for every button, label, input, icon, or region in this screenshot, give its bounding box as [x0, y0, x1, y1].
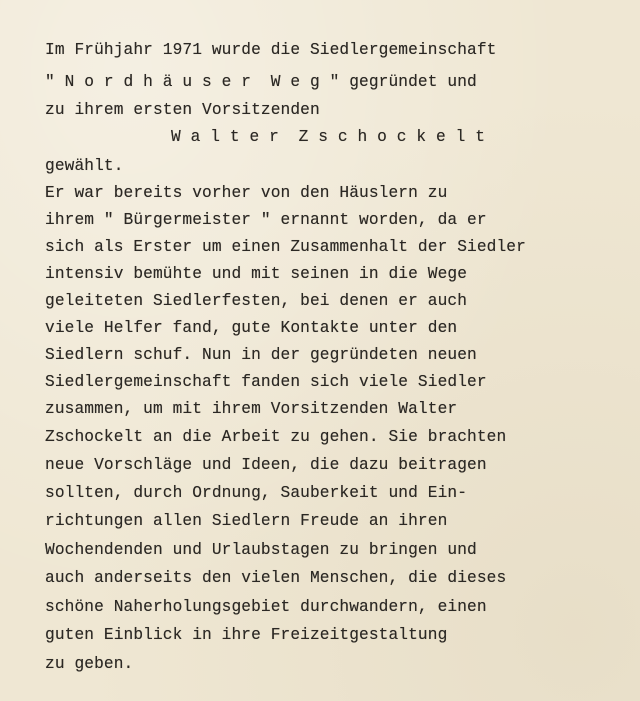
text-line: neue Vorschläge und Ideen, die dazu beitragen [45, 456, 487, 474]
text-line: geleiteten Siedlerfesten, bei denen er auch [45, 292, 468, 310]
text-line: intensiv bemühte und mit seinen in die Wege [45, 265, 468, 283]
text-line: sollten, durch Ordnung, Sauberkeit und Ein- [45, 484, 468, 502]
text-line: Er war bereits vorher von den Häuslern zu [45, 184, 448, 202]
text-line: richtungen allen Siedlern Freude an ihren [45, 512, 448, 530]
text-line: Zschockelt an die Arbeit zu gehen. Sie brachten [45, 428, 507, 446]
text-line: zusammen, um mit ihrem Vorsitzenden Walter [45, 400, 458, 418]
text-line: " N o r d h ä u s e r W e g " gegründet und [45, 73, 477, 91]
text-line: zu ihrem ersten Vorsitzenden [45, 101, 320, 119]
text-line: Siedlern schuf. Nun in der gegründeten neuen [45, 346, 477, 364]
text-line: Siedlergemeinschaft fanden sich viele Siedler [45, 373, 487, 391]
name-line: W a l t e r Z s c h o c k e l t [171, 128, 486, 146]
text-line: Im Frühjahr 1971 wurde die Siedlergemeinschaft [45, 41, 497, 59]
text-line: sich als Erster um einen Zusammenhalt der Siedler [45, 238, 526, 256]
text-line: guten Einblick in ihre Freizeitgestaltung [45, 626, 448, 644]
text-line: zu geben. [45, 655, 134, 673]
text-line: schöne Naherholungsgebiet durchwandern, einen [45, 598, 487, 616]
text-line: auch anderseits den vielen Menschen, die dieses [45, 569, 507, 587]
text-line: ihrem " Bürgermeister " ernannt worden, da er [45, 211, 487, 229]
text-line: gewählt. [45, 157, 124, 175]
text-line: viele Helfer fand, gute Kontakte unter den [45, 319, 458, 337]
text-line: Wochendenden und Urlaubstagen zu bringen und [45, 541, 477, 559]
